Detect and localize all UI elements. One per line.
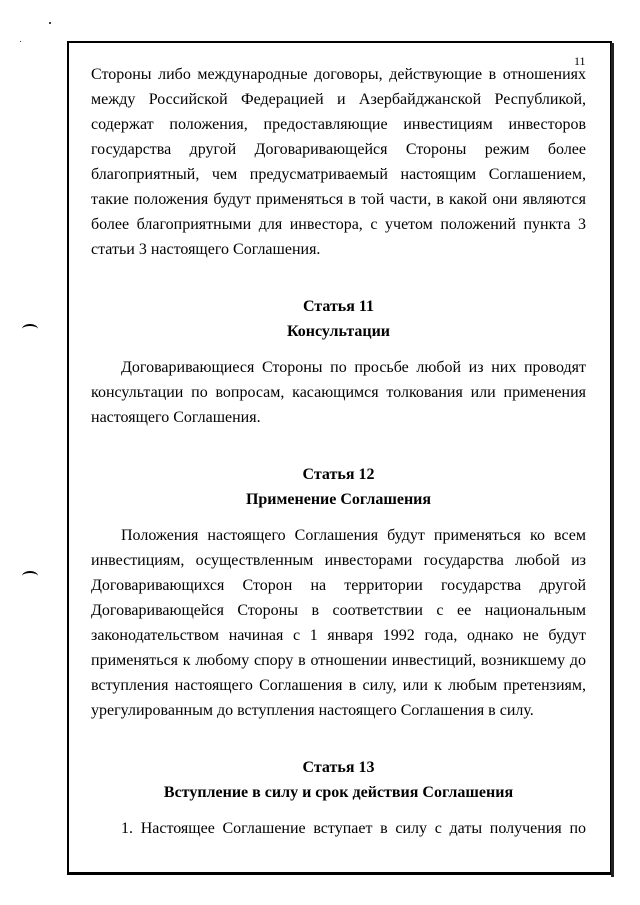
article-12-number: Статья 12: [302, 466, 375, 483]
scan-punch-mark-upper: [22, 324, 38, 334]
article-13-number: Статья 13: [302, 759, 375, 776]
article-12-title: Применение Соглашения: [245, 491, 432, 508]
scan-punch-mark-lower: [22, 571, 38, 581]
paragraph-intro: Стороны либо международные договоры, действующие в отношениях между Российской Федерацией и Азербайджанской Республикой, содержат положения, предоставляющие инвестициям инвесторов государства другой Договаривающейся Стороны режим более благоприятный, чем предусматриваемый настоящим Соглашением, такие положения будут применяться в той части, в какой они являются более благоприятными для инвестора, с учетом положений пункта 3 статьи 3 настоящего Соглашения.: [91, 66, 586, 258]
article-12-text: Положения настоящего Соглашения будут применяться ко всем инвестициям, осуществленным инвесторами государства любой из Договаривающихся Сторон на территории государства другой Договаривающейся Стороны в соответствии с ее национальным законодательством начиная с 1 января 1992 года, однако не будут применяться к любому спору в отношении инвестиций, возникшему до вступления настоящего Соглашения в силу, или к любым претензиям, урегулированным до вступления настоящего Соглашения в силу.: [91, 527, 586, 719]
article-13-title: Вступление в силу и срок действия Соглашения: [163, 784, 514, 801]
scan-speck: [20, 41, 21, 42]
article-13-text: 1. Настоящее Соглашение вступает в силу с даты получения по: [121, 820, 586, 837]
article-11-title: Консультации: [286, 323, 391, 340]
article-11-text: Договаривающиеся Стороны по просьбе любой из них проводят консультации по вопросам, касающимся толкования или применения настоящего Соглашения.: [91, 359, 586, 426]
article-11-number: Статья 11: [302, 298, 375, 315]
scan-speck: [49, 22, 51, 24]
page-number: 11: [574, 54, 586, 68]
document-body: [91, 62, 586, 841]
page-border-shadow: [611, 43, 614, 877]
